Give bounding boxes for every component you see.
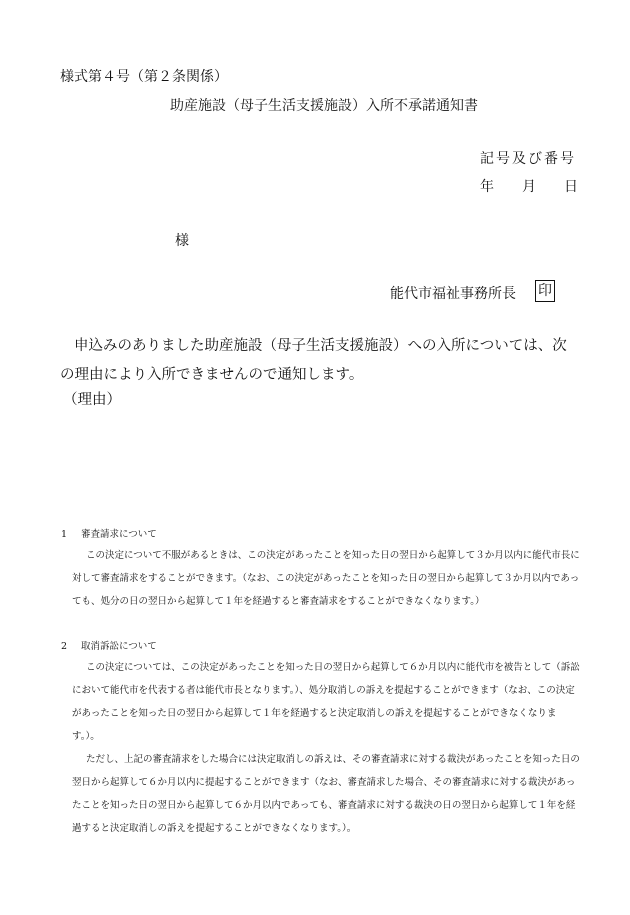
document-title: 助産施設（母子生活支援施設）入所不承諾通知書 (170, 98, 478, 114)
date-year: 年 (480, 179, 494, 195)
section-1-title: 審査請求について (81, 529, 157, 540)
issuer-name: 能代市福祉事務所長 (390, 286, 516, 302)
reason-label: （理由） (63, 392, 121, 408)
section-2-heading (61, 638, 157, 652)
section-1-number: 1 (61, 529, 68, 540)
body-text-content: 申込みのありました助産施設（母子生活支援施設）への入所については、次の理由により入所できませんので通知します。 (60, 338, 567, 383)
section-1-body (72, 544, 582, 613)
section-2-paragraph-2: ただし、上記の審査請求をした場合には決定取消しの訴えは、その審査請求に対する裁決があったことを知った日の翌日から起算して６か月以内に提起することができます（なお、審査請求した場合、その審査請求に対する裁決があったことを知った日の翌日から起算して６か月以内であっても、審査請求に対する裁決の日の翌日から起算して１年を経過すると決定取消しの訴えを提起することができなくなります。）。 (72, 754, 580, 834)
section-2-title: 取消訴訟について (81, 641, 157, 652)
form-number: 様式第４号（第２条関係） (60, 69, 228, 85)
addressee-suffix: 様 (175, 233, 189, 249)
body-text (60, 332, 580, 390)
section-2-body (72, 656, 582, 840)
section-2-number: 2 (61, 641, 68, 652)
date-month: 月 (522, 179, 536, 195)
section-1-paragraph: この決定について不服があるときは、この決定があったことを知った日の翌日から起算して３か月以内に能代市長に対して審査請求をすることができます。（なお、この決定があったことを知った日の翌日から起算して３か月以内であっても、処分の日の翌日から起算して１年を経過すると審査請求をすることができなくなります。） (72, 550, 580, 607)
date-day: 日 (564, 179, 578, 195)
section-2-paragraph-1: この決定については、この決定があったことを知った日の翌日から起算して６か月以内に能代市を被告として（訴訟において能代市を代表する者は能代市長となります。）、処分取消しの訴えを提起することができます（なお、この決定があったことを知った日の翌日から起算して１年を経過すると決定取消しの訴えを提起することができなくなります。）。 (72, 662, 580, 742)
reference-label: 記号及び番号 (480, 151, 576, 167)
section-1-heading (61, 526, 157, 540)
seal-box: 印 (535, 280, 555, 302)
